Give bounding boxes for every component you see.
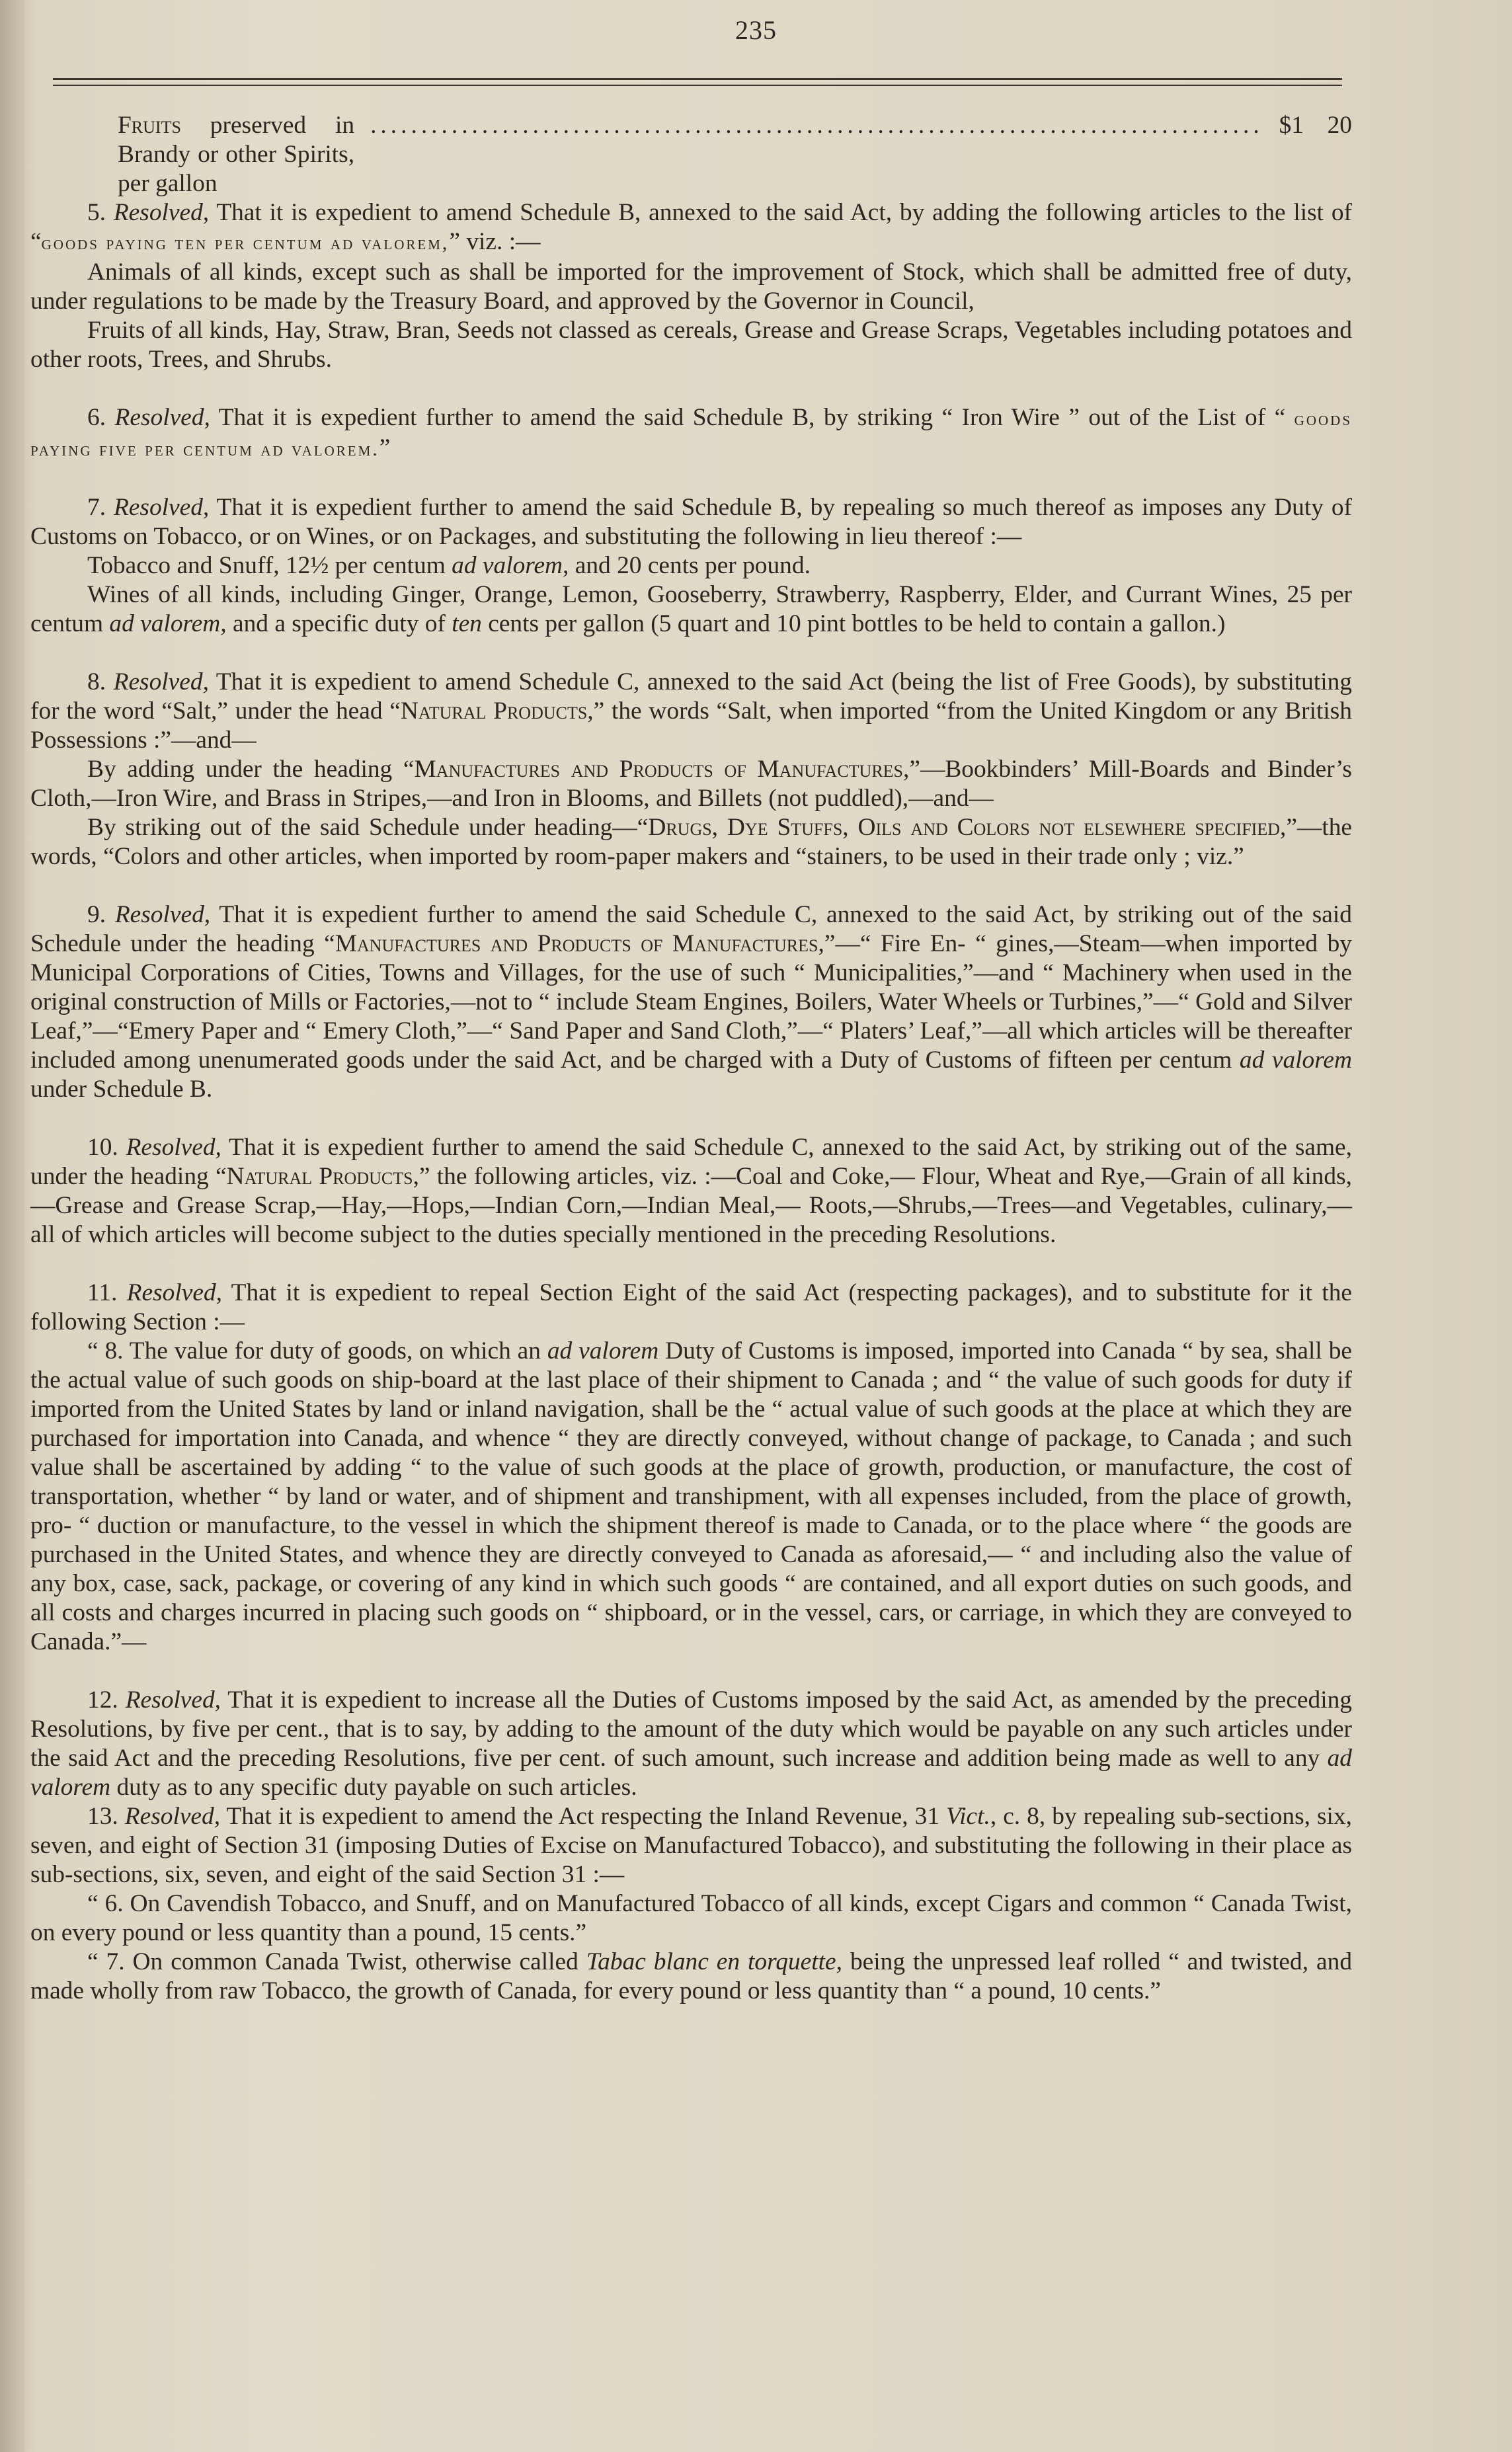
resolution-5-animals: Animals of all kinds, except such as shall be imported for the improvement of Stock, which shall be admitted free of duty, under regulations to be made by the Treasury Board, and approved by the Governor in Council,	[30, 258, 1352, 315]
resolution-13: 13. Resolved, That it is expedient to amend the Act respecting the Inland Revenue, 31 Vict., c. 8, by repealing sub-sections, six, seven, and eight of Section 31 (imposing Duties of Excise on Manufactured Tobacco), and substituting the following in their place as sub-sections, six, seven, and eight of the said Section 31 :—	[30, 1803, 1352, 1888]
page-number: 235	[735, 15, 777, 45]
fruits-label: Fruits preserved in Brandy or other Spirits, per gallon	[118, 112, 355, 197]
resolution-11-section-8: “ 8. The value for duty of goods, on which an ad valorem Duty of Customs is imposed, imported into Canada “ by sea, shall be the actual value of such goods on ship-board at the last place of their shipment to Canada ; and “ the value of such goods for duty if imported from the United States by land or inland navigation, shall be the “ actual value of such goods at the place at which they are purchased for importation into Canada, and whence “ they are directly conveyed, without change of package, to Canada ; and such value shall be ascertained by adding “ to the value of such goods at the place of growth, production, or manufacture, the cost of transportation, whether “ by land or water, and of shipment and transhipment, with all expenses included, from the place of growth, pro- “ duction or manufacture, to the vessel in which the shipment thereof is made to Canada, or to the place where “ the goods are purchased in the United States, and whence they are directly conveyed to Canada as aforesaid,— “ and including also the value of any box, case, sack, package, or covering of any kind in which such goods “ are contained, and all export duties on such goods, and all costs and charges incurred in placing such goods on “ shipboard, or in the vessel, cars, or carriage, in which they are conveyed to Canada.”—	[30, 1337, 1352, 1655]
resolution-7-wines: Wines of all kinds, including Ginger, Orange, Lemon, Gooseberry, Strawberry, Raspberry, Elder, and Currant Wines, 25 per centum ad valorem, and a specific duty of ten cents per gallon (5 quart and 10 pint bottles to be held to contain a gallon.)	[30, 581, 1352, 637]
resolution-13-subsection-6: “ 6. On Cavendish Tobacco, and Snuff, and on Manufactured Tobacco of all kinds, except Cigars and common “ Canada Twist, on every pound or less quantity than a pound, 15 cents.”	[30, 1890, 1352, 1946]
fruits-price: $1 20	[1279, 112, 1352, 139]
resolution-8-striking: By striking out of the said Schedule under heading—“Drugs, Dye Stuffs, Oils and Colors not elsewhere specified,”—the words, “Colors and other articles, when imported by room-paper makers and “stainers, to be used in their trade only ; viz.”	[30, 814, 1352, 870]
resolution-8-adding: By adding under the heading “Manufactures and Products of Manufactures,”—Bookbinders’ Mill-Boards and Binder’s Cloth,—Iron Wire, and Brass in Stripes,—and Iron in Blooms, and Billets (not puddled),—and—	[30, 756, 1352, 812]
resolution-5-fruits: Fruits of all kinds, Hay, Straw, Bran, Seeds not classed as cereals, Grease and Grease Scraps, Vegetables including potatoes and other roots, Trees, and Shrubs.	[30, 317, 1352, 373]
resolution-7: 7. Resolved, That it is expedient further to amend the said Schedule B, by repealing so much thereof as imposes any Duty of Customs on Tobacco, or on Wines, or on Packages, and substituting the following in lieu thereof :—	[30, 494, 1353, 550]
binding-gutter	[0, 0, 25, 2452]
resolution-6: 6. Resolved, That it is expedient further to amend the said Schedule B, by striking “ Iron Wire ” out of the List of “ goods paying five per centum ad valorem.”	[30, 404, 1353, 461]
resolution-11: 11. Resolved, That it is expedient to repeal Section Eight of the said Act (respecting packages), and to substitute for it the following Section :—	[30, 1279, 1352, 1335]
resolution-8: 8. Resolved, That it is expedient to amend Schedule C, annexed to the said Act (being the list of Free Goods), by substituting for the word “Salt,” under the head “Natural Products,” the words “Salt, when imported “from the United Kingdom or any British Possessions :”—and—	[30, 668, 1352, 754]
resolution-12: 12. Resolved, That it is expedient to increase all the Duties of Customs imposed by the said Act, as amended by the preceding Resolutions, by five per cent., that is to say, by adding to the amount of the duty which would be payable on any such articles under the said Act and the preceding Resolutions, five per cent. of such amount, such increase and addition being made as well to any ad valorem duty as to any specific duty payable on such articles.	[30, 1686, 1353, 1801]
header-rule-top	[53, 78, 1342, 80]
resolution-10: 10. Resolved, That it is expedient further to amend the said Schedule C, annexed to the said Act, by striking out of the same, under the heading “Natural Products,” the following articles, viz. :—Coal and Coke,— Flour, Wheat and Rye,—Grain of all kinds,—Grease and Grease Scrap,—Hay,—Hops,—Indian Corn,—Indian Meal,— Roots,—Shrubs,—Trees—and Vegetables, culinary,—all of which articles will become subject to the duties specially mentioned in the preceding Resolutions.	[30, 1134, 1353, 1248]
resolution-9: 9. Resolved, That it is expedient further to amend the said Schedule C, annexed to the said Act, by striking out of the said Schedule under the heading “Manufactures and Products of Manufactures,”—“ Fire En- “ gines,—Steam—when imported by Municipal Corporations of Cities, Towns and Villages, for the use of such “ Municipalities,”—and “ Machinery when used in the original construction of Mills or Factories,—not to “ include Steam Engines, Boilers, Water Wheels or Turbines,”—“ Gold and Silver Leaf,”—“Emery Paper and “ Emery Cloth,”—“ Sand Paper and Sand Cloth,”—“ Platers’ Leaf,”—all which articles will be thereafter included among unenumerated goods under the said Act, and be charged with a Duty of Customs of fifteen per centum ad valorem under Schedule B.	[30, 901, 1353, 1103]
resolution-13-subsection-7: “ 7. On common Canada Twist, otherwise called Tabac blanc en torquette, being the unpressed leaf rolled “ and twisted, and made wholly from raw Tobacco, the growth of Canada, for every pound or less quantity than “ a pound, 10 cents.”	[30, 1948, 1353, 2004]
resolution-7-tobacco: Tobacco and Snuff, 12½ per centum ad valorem, and 20 cents per pound.	[87, 552, 811, 579]
dot-leader: ........................................................................................	[370, 112, 1263, 139]
fruits-duty-line	[30, 111, 1352, 198]
header-rule-bottom	[53, 85, 1342, 86]
resolution-5: 5. Resolved, That it is expedient to amend Schedule B, annexed to the said Act, by adding the following articles to the list of “goods paying ten per centum ad valorem,” viz. :—	[30, 199, 1352, 255]
document-body	[30, 111, 1352, 2006]
